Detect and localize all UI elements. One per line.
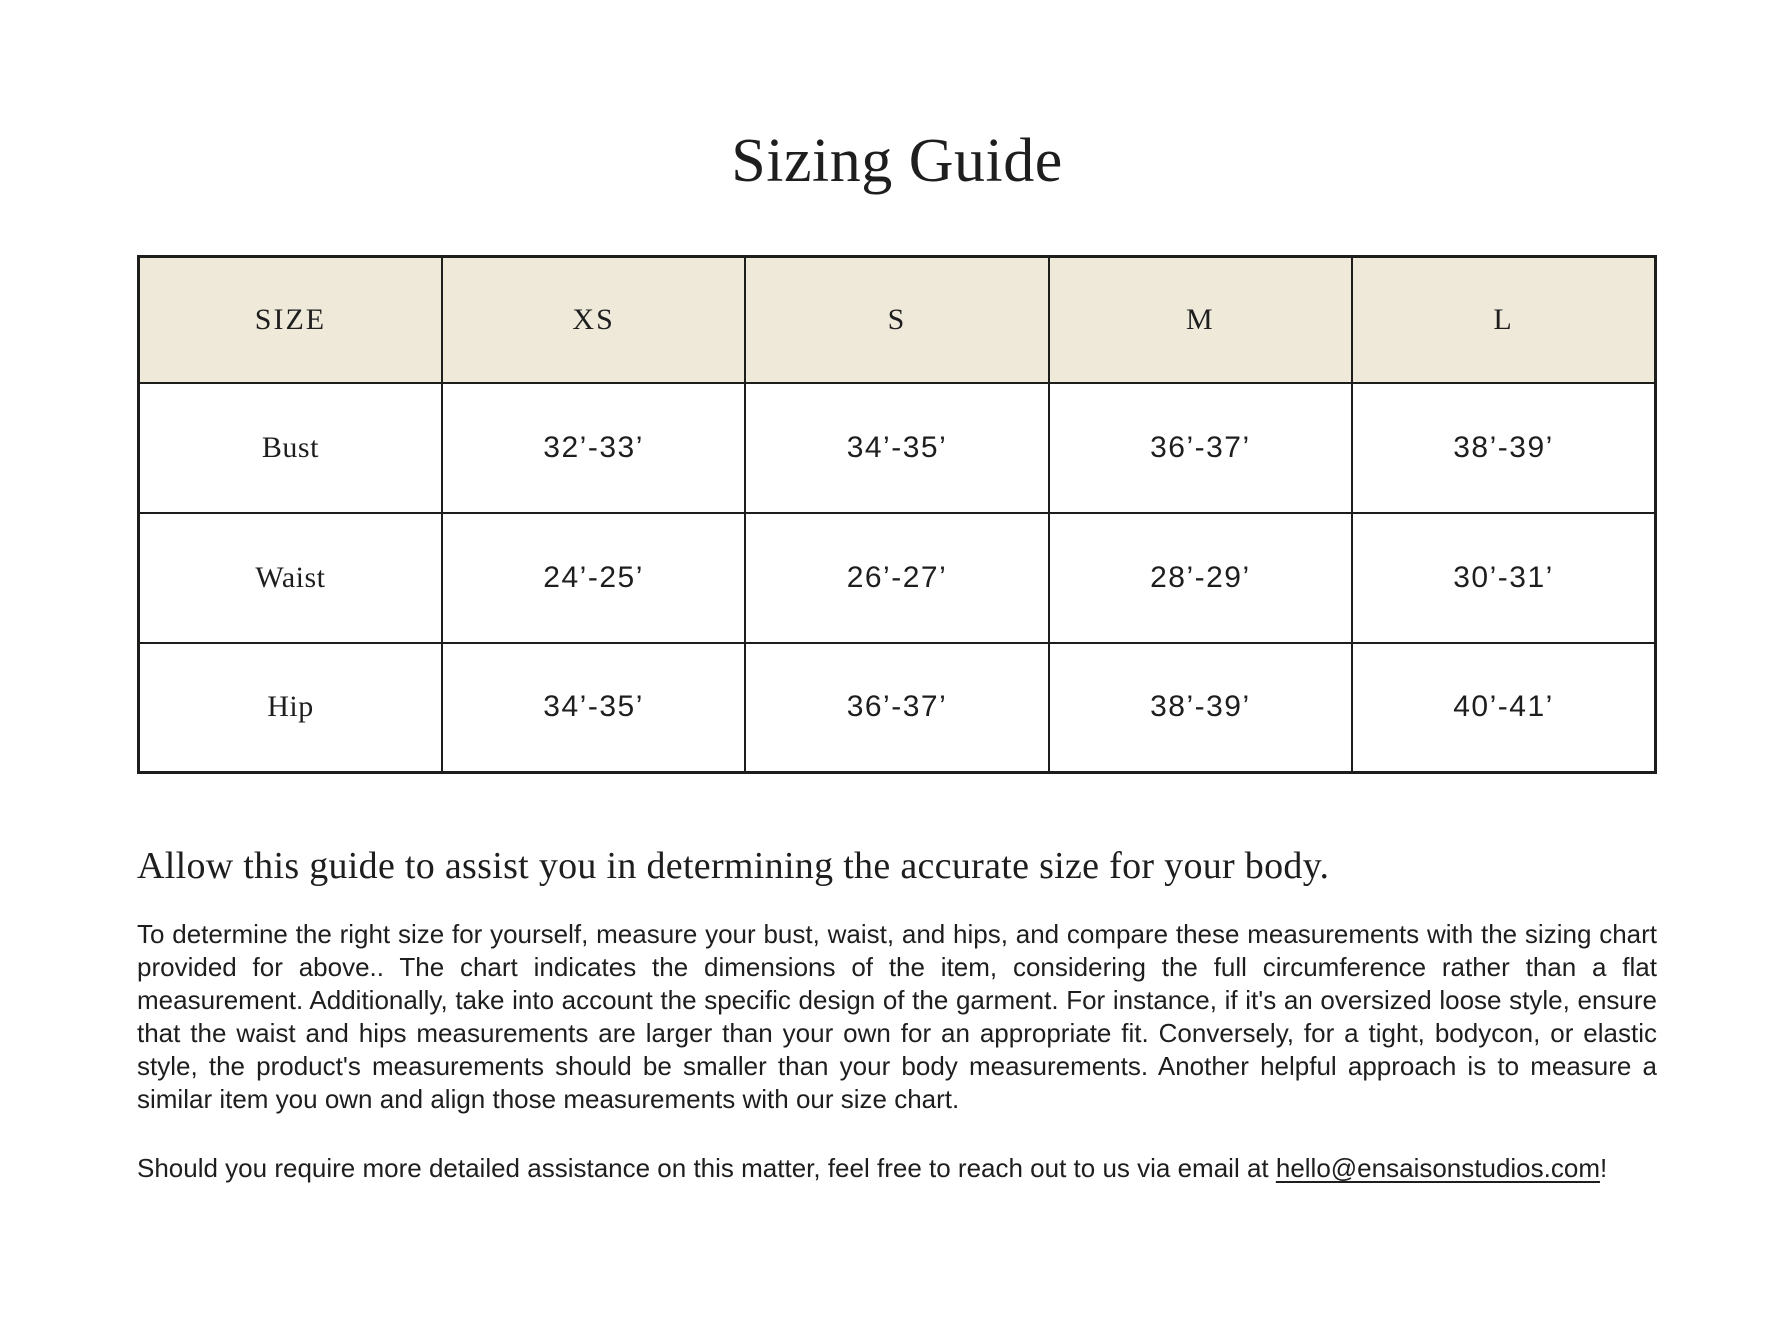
waist-l-value: 30’-31’: [1352, 513, 1655, 643]
row-label-hip: Hip: [139, 643, 442, 773]
col-header-xs: XS: [442, 257, 745, 383]
row-label-waist: Waist: [139, 513, 442, 643]
bust-xs-value: 32’-33’: [442, 383, 745, 513]
instructions-paragraph: To determine the right size for yourself, measure your bust, waist, and hips, and compare these measurements with the sizing chart provided for above.. The chart indicates the dimensions of the item, considering the full circumference rather than a flat measurement. Additionally, take into account the specific design of the garment. For instance, if it's an oversized loose style, ensure that the waist and hips measurements are larger than your own for an appropriate fit. Conversely, for a tight, bodycon, or elastic style, the product's measurements should be smaller than your body measurements. Another helpful approach is to measure a similar item you own and align those measurements with our size chart.: [137, 919, 1657, 1114]
contact-text-prefix: Should you require more detailed assistance on this matter, feel free to reach out to us via email at: [137, 1153, 1276, 1183]
hip-l-value: 40’-41’: [1352, 643, 1655, 773]
email-link[interactable]: hello@ensaisonstudios.com: [1275, 1153, 1600, 1183]
waist-m-value: 28’-29’: [1049, 513, 1352, 643]
sizing-table-body: [139, 383, 1656, 773]
table-header-row: [139, 257, 1656, 383]
hip-xs-value: 34’-35’: [442, 643, 745, 773]
waist-xs-value: 24’-25’: [442, 513, 745, 643]
waist-s-value: 26’-27’: [745, 513, 1048, 643]
col-header-l: L: [1352, 257, 1655, 383]
contact-text-suffix: !: [1599, 1153, 1608, 1183]
sizing-table-header: [139, 257, 1656, 383]
table-row-waist: [139, 513, 1656, 643]
bust-s-value: 34’-35’: [745, 383, 1048, 513]
table-row-hip: [139, 643, 1656, 773]
guide-subheading: Allow this guide to assist you in determining the accurate size for your body.: [137, 845, 1330, 887]
sizing-table: [137, 255, 1657, 774]
col-header-m: M: [1049, 257, 1352, 383]
page-title: Sizing Guide: [731, 127, 1063, 195]
bust-l-value: 38’-39’: [1352, 383, 1655, 513]
col-header-size: SIZE: [139, 257, 442, 383]
bust-m-value: 36’-37’: [1049, 383, 1352, 513]
col-header-s: S: [745, 257, 1048, 383]
contact-line: [137, 1152, 1657, 1185]
hip-m-value: 38’-39’: [1049, 643, 1352, 773]
row-label-bust: Bust: [139, 383, 442, 513]
table-row-bust: [139, 383, 1656, 513]
hip-s-value: 36’-37’: [745, 643, 1048, 773]
